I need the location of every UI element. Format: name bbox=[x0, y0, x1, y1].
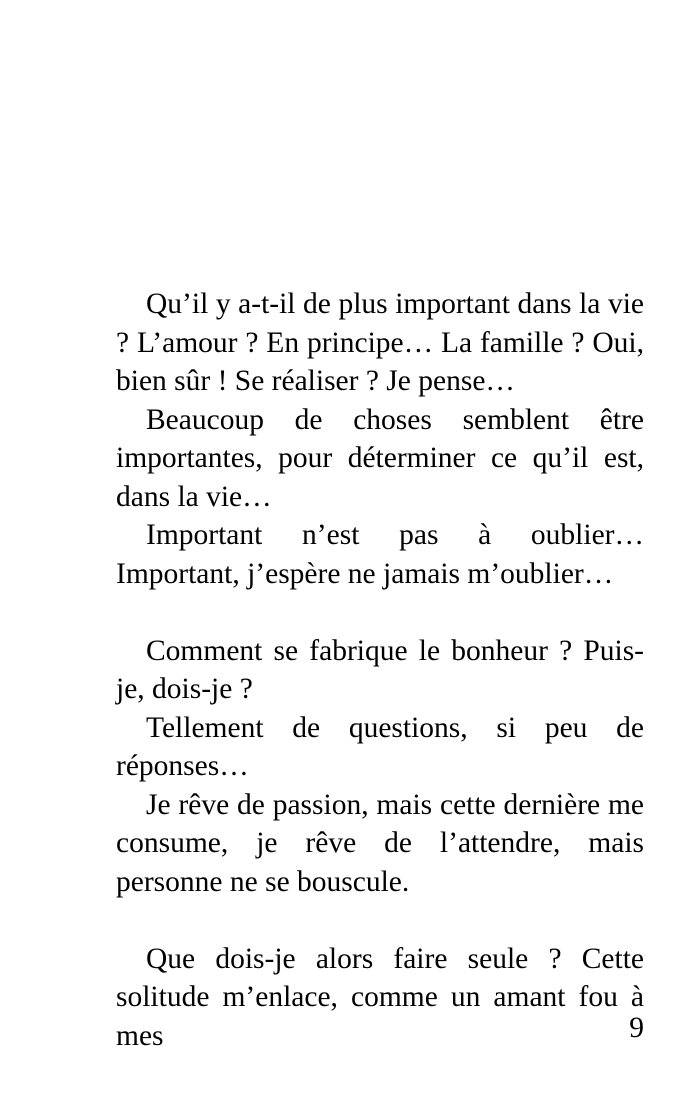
body-text bbox=[116, 285, 644, 1055]
section-break bbox=[116, 593, 644, 632]
section-break bbox=[116, 901, 644, 940]
paragraph-5: Tellement de questions, si peu de réponses… bbox=[116, 711, 644, 782]
paragraph-1: Qu’il y a-t-il de plus important dans la vie ? L’amour ? En principe… La famille ? Oui, bien sûr ! Se réaliser ? Je pense… bbox=[116, 288, 644, 397]
paragraph-6: Je rêve de passion, mais cette dernière me consume, je rêve de l’attendre, mais personne ne se bouscule. bbox=[116, 788, 644, 898]
paragraph-4: Comment se fabrique le bonheur ? Puis-je, dois-je ? bbox=[116, 634, 644, 705]
paragraph-2: Beaucoup de choses semblent être importantes, pour déterminer ce qu’il est, dans la vie… bbox=[116, 403, 644, 513]
paragraph-7: Que dois-je alors faire seule ? Cette solitude m’enlace, comme un amant fou à mes bbox=[116, 942, 644, 1052]
page-number: 9 bbox=[629, 1012, 644, 1044]
paragraph-3: Important n’est pas à oublier… Important, j’espère ne jamais m’oublier… bbox=[116, 519, 644, 590]
